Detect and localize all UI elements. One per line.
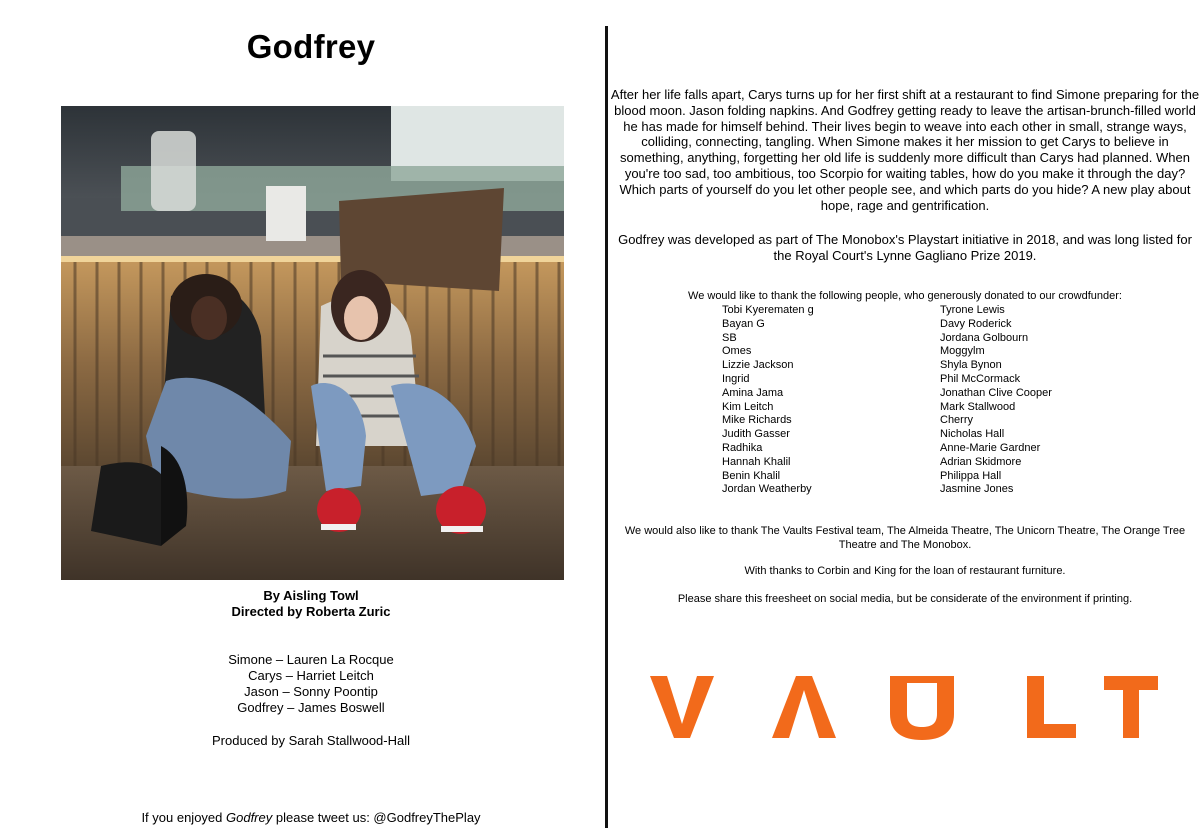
cast-item: Godfrey – James Boswell xyxy=(237,700,385,715)
donor-list-left xyxy=(722,304,814,497)
donor-list-right xyxy=(940,304,1052,497)
writer-credit: By Aisling Towl xyxy=(263,588,359,603)
thanks-intro: We would like to thank the following people, who generously donated to our crowdfunder: xyxy=(688,290,1122,302)
donor-name: Mark Stallwood xyxy=(940,400,1016,413)
donor-name: Lizzie Jackson xyxy=(722,359,794,372)
credits xyxy=(0,588,622,620)
cast-photo xyxy=(61,106,564,580)
donor-name: Radhika xyxy=(722,441,763,454)
synopsis: After her life falls apart, Carys turns up for her first shift at a restaurant to find Simone preparing for the blood moon. Jason folding napkins. And Godfrey getting ready to leave the artisan-brunch-filled world he has made for himself behind. Their lives begin to weave into each other in small, strange ways, colliding, connecting, tangling. When Simone makes it her mission to get Carys to believe in something, anything, forgetting her old life is suddenly more difficult than Carys had planned. When you're too sad, too ambitious, too Scorpio for waiting tables, how do you make it through the day? Which parts of yourself do you let other people see, and which parts do you hide? A new play about hope, rage and gentrification. xyxy=(610,87,1200,213)
donor-name: Tobi Kyerematen g xyxy=(722,304,814,316)
cast-item: Simone – Lauren La Rocque xyxy=(228,652,394,667)
play-title: Godfrey xyxy=(246,28,376,65)
donor-name: Philippa Hall xyxy=(940,469,1002,482)
donor-name: Amina Jama xyxy=(722,386,784,399)
donor-name: Jordana Golbourn xyxy=(940,331,1029,344)
also-thanks: We would also like to thank The Vaults Festival team, The Almeida Theatre, The Unicorn Theatre, The Orange Tree Theatre and The Monobox. xyxy=(624,525,1186,551)
tweet-suffix: please tweet us: @GodfreyThePlay xyxy=(272,810,481,825)
donor-name: SB xyxy=(722,331,737,344)
donor-name: Anne-Marie Gardner xyxy=(940,441,1041,454)
cast-list xyxy=(0,652,622,716)
donor-name: Davy Roderick xyxy=(940,317,1012,330)
donor-name: Jonathan Clive Cooper xyxy=(940,386,1052,399)
donor-name: Shyla Bynon xyxy=(940,359,1002,372)
producer-credit: Produced by Sarah Stallwood-Hall xyxy=(212,733,410,748)
share-note: Please share this freesheet on social media, but be considerate of the environment if printing. xyxy=(677,593,1133,605)
donor-name: Ingrid xyxy=(722,372,750,385)
donor-name: Bayan G xyxy=(722,317,765,330)
donor-name: Moggylm xyxy=(940,345,985,358)
development-note: Godfrey was developed as part of The Monobox's Playstart initiative in 2018, and was long listed for the Royal Court's Lynne Gagliano Prize 2019. xyxy=(618,232,1192,263)
donor-name: Tyrone Lewis xyxy=(940,304,1005,316)
tweet-prefix: If you enjoyed xyxy=(141,810,226,825)
donor-name: Phil McCormack xyxy=(940,372,1021,385)
cast-item: Carys – Harriet Leitch xyxy=(248,668,374,683)
donor-name: Hannah Khalil xyxy=(722,455,791,468)
donor-name: Benin Khalil xyxy=(722,469,781,482)
right-page xyxy=(610,0,1200,838)
donor-name: Kim Leitch xyxy=(722,400,774,413)
tweet-play-title: Godfrey xyxy=(226,810,273,825)
donor-name: Adrian Skidmore xyxy=(940,455,1022,468)
furniture-thanks: With thanks to Corbin and King for the loan of restaurant furniture. xyxy=(744,565,1066,577)
tweet-line xyxy=(0,810,622,825)
donor-name: Mike Richards xyxy=(722,414,792,427)
donor-name: Judith Gasser xyxy=(722,428,790,441)
page-divider xyxy=(605,26,608,828)
cast-item: Jason – Sonny Poontip xyxy=(244,684,378,699)
donor-name: Jasmine Jones xyxy=(940,483,1014,496)
director-credit: Directed by Roberta Zuric xyxy=(231,604,391,619)
donor-name: Omes xyxy=(722,345,752,358)
donor-name: Cherry xyxy=(940,414,974,427)
vault-logo xyxy=(646,672,1160,742)
donor-name: Nicholas Hall xyxy=(940,428,1005,441)
donor-name: Jordan Weatherby xyxy=(722,483,812,496)
